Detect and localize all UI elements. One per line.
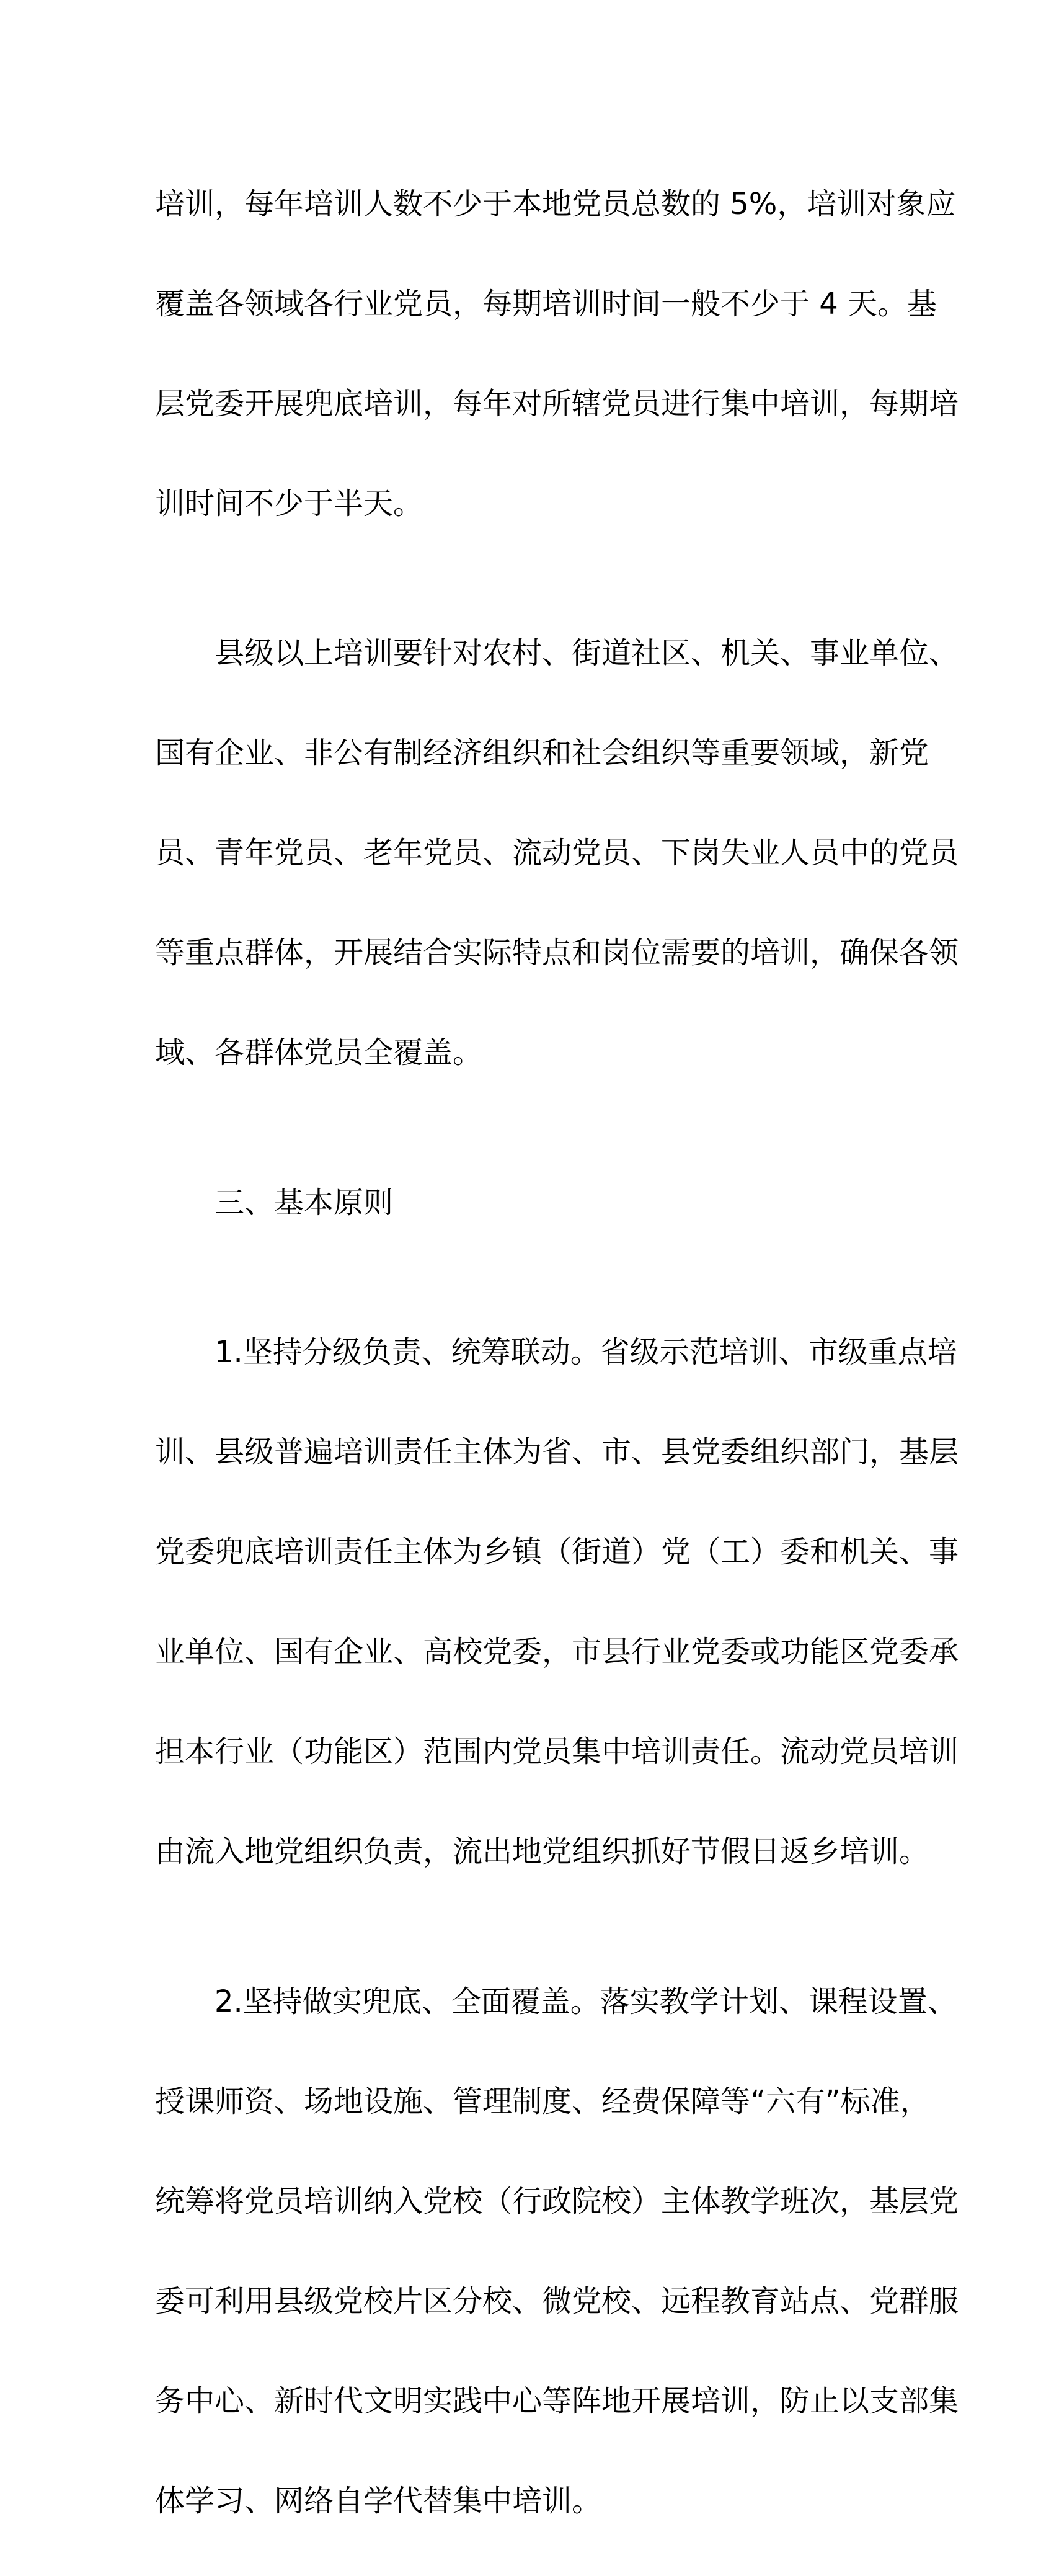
- text-line: 培训，每年培训人数不少于本地党员总数的 5%，培训对象应: [155, 186, 956, 221]
- text-line: 委可利用县级党校片区分校、微党校、远程教育站点、党群服: [155, 2283, 959, 2319]
- paragraph-principle-1: [155, 1278, 959, 1927]
- text-line: 域、各群体党员全覆盖。: [155, 1035, 483, 1070]
- heading-line: 三、基本原则: [215, 1185, 394, 1220]
- section-heading: [155, 1128, 899, 1278]
- text-line: 等重点群体，开展结合实际特点和岗位需要的培训，确保各领: [155, 935, 959, 970]
- paragraph-principle-2: [155, 1927, 959, 2576]
- text-line: 2.坚持做实兜底、全面覆盖。落实教学计划、课程设置、: [215, 1984, 957, 2019]
- text-line: 国有企业、非公有制经济组织和社会组织等重要领域，新党: [155, 736, 929, 770]
- text-line: 统筹将党员培训纳入党校（行政院校）主体教学班次，基层党: [155, 2183, 959, 2219]
- text-line: 由流入地党组织负责，流出地党组织抓好节假日返乡培训。: [155, 1834, 929, 1869]
- text-line: 业单位、国有企业、高校党委，市县行业党委或功能区党委承: [155, 1634, 959, 1669]
- text-line: 县级以上培训要针对农村、街道社区、机关、事业单位、: [215, 636, 959, 671]
- text-line: 训、县级普遍培训责任主体为省、市、县党委组织部门，基层: [155, 1435, 959, 1469]
- text-line: 务中心、新时代文明实践中心等阵地开展培训，防止以支部集: [155, 2383, 959, 2418]
- text-line: 训时间不少于半天。: [155, 486, 423, 521]
- text-line: 层党委开展兜底培训，每年对所辖党员进行集中培训，每期培: [155, 386, 959, 421]
- text-line: 1.坚持分级负责、统筹联动。省级示范培训、市级重点培: [215, 1335, 957, 1370]
- text-line: 体学习、网络自学代替集中培训。: [155, 2483, 602, 2518]
- text-line: 党委兜底培训责任主体为乡镇（街道）党（工）委和机关、事: [155, 1535, 959, 1569]
- text-line: 担本行业（功能区）范围内党员集中培训责任。流动党员培训: [155, 1734, 959, 1769]
- document-body: [155, 129, 959, 2576]
- paragraph-continuation: [155, 129, 959, 579]
- text-line: 授课师资、场地设施、管理制度、经费保障等“六有”标准，: [155, 2084, 930, 2119]
- text-line: 覆盖各领域各行业党员，每期培训时间一般不少于 4 天。基: [155, 286, 937, 321]
- text-line: 员、青年党员、老年党员、流动党员、下岗失业人员中的党员: [155, 836, 959, 870]
- paragraph-training-coverage: [155, 579, 959, 1128]
